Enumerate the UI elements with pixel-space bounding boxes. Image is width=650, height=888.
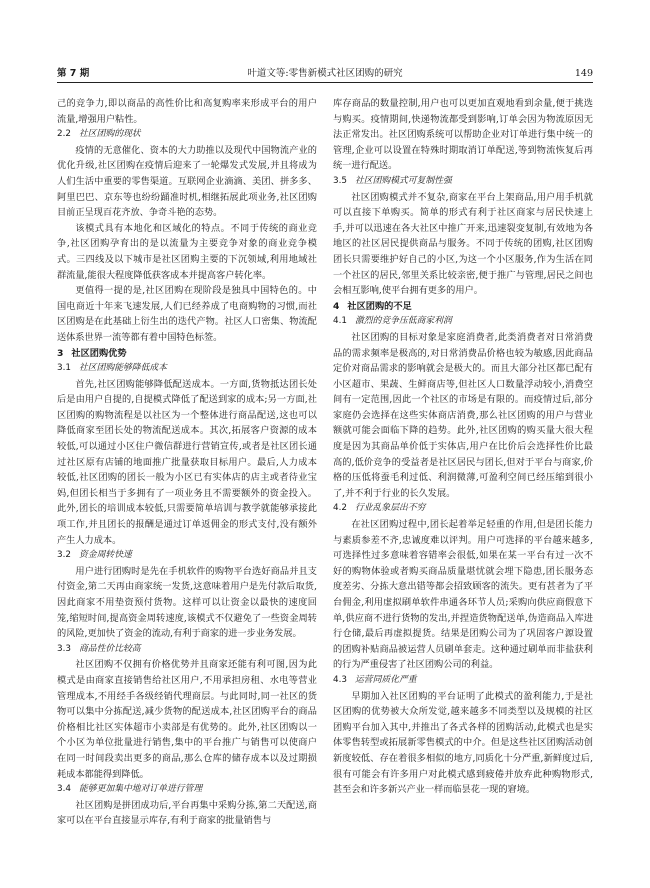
subsection-heading-3-1: 3.1 社区团购能够降低成本 xyxy=(57,363,167,374)
subsection-heading-4-2: 4.2 行业乱象层出不穷 xyxy=(333,503,426,514)
paragraph: 疫情的无意催化、资本的大力助推以及现代中国物流产业的优化升级,社区团购在疫情后迎来了一轮爆发式发展,并且将成为人们生活中重要的零售渠道。互联网企业滴滴、美团、拼多多、阿里巴巴、京东等也纷纷踊准时机,相继拓展此项业务,社区团购目前正呈现百花齐放、争奇斗艳的态势。 xyxy=(57,144,317,219)
subsection-heading-3-3: 3.3 商品性价比较高 xyxy=(57,643,141,654)
subsection-heading-3-2: 3.2 资金周转快速 xyxy=(57,550,132,561)
left-column xyxy=(57,96,317,856)
two-column-body xyxy=(57,96,593,856)
section-heading-4: 4 社区团购的不足 xyxy=(333,300,412,312)
paragraph: 社区团购模式并不复杂,商家在平台上架商品,用户用手机就可以直接下单购买。简单的形式有利于社区商家与居民快速上手,并可以迅速在各大社区中推广开来,迅速裂变复制,有效地为各地区的社区居民提供商品与服务。不同于传统的团购,社区团购团长只需要维护好自己的小区,为这一个小区服务,作为生活在同一个社区的居民,邻里关系比较亲密,便于推广与管理,居民之间也会相互影响,使平台拥有更多的用户。 xyxy=(333,191,593,297)
issue-number: 第 7 期 xyxy=(57,68,90,79)
subsection-heading-4-3: 4.3 运营同质化严重 xyxy=(333,674,417,685)
paragraph: 该模式具有本地化和区域化的特点。不同于传统的商业竞争,社区团购孕育出的是以流量为主要竞争对象的商业竞争模式。三四线及以下城市是社区团购主要的下沉领域,利用地域社群流量,能很大程度降低获客成本并提高客户转化率。 xyxy=(57,222,317,281)
page-number: 149 xyxy=(574,68,593,79)
paragraph: 社区团购不仅拥有价格优势并且商家还能有利可图,因为此模式是由商家直接销售给社区用户,不用承担房租、水电等营业管理成本,不用经手各级经销代理商层。与此同时,同一社区的货物可以集中分拣配送,减少货物的配送成本,社区团购平台的商品价格相比社区实体超市小卖部是有优势的。此外,社区团购以一个小区为单位批量进行销售,集中的平台推广与销售可以使商户在同一时间段卖出更多的商品,那么仓库的储存成本以及过期损耗成本都能得到降低。 xyxy=(57,659,317,780)
paragraph: 在社区团购过程中,团长起着举足轻重的作用,但是团长能力与素质参差不齐,忠诚度难以评判。用户可选择的平台越来越多,可选择性过多意味着容错率会很低,如果在某一平台有过一次不好的购物体验或者购买商品质量堪忧就会埋下隐患,团长服务态度差劣、分拣大意出错等都会招致顾客的流失。更有甚者为了平台佣金,利用虚拟刷单软件串通各环节人员;采购向供应商假意下单,供应商不进行货物的发出,并捏造货物配送单,伪造商品入库进行仓储,最后再虚拟提货。结果是团购公司为了巩固客户源设置的团购补贴商品被运营人员刷单套走。这种通过刷单而非盐获利的行为严重侵害了社区团购公司的利益。 xyxy=(333,519,593,671)
paragraph: 库存商品的数量控制,用户也可以更加直观地看到余量,便于挑选与购买。疫情期间,快递物流都受到影响,订单会因为物流原因无法正常发出。社区团购系统可以帮助企业对订单进行集中统一的管理,企业可以设置在特殊时期取消订单配送,等到物流恢复后再统一进行配送。 xyxy=(333,98,593,172)
paragraph: 首先,社区团购能够降低配送成本。一方面,货物抵达团长处后是由用户自提的,自提模式降低了配送到家的成本;另一方面,社区团购的购物流程是以社区为一个整体进行商品配送,这也可以降低商家至团长处的物流配送成本。其次,拓展客户资源的成本较低,可以通过小区住户微信群进行营销宣传,或者是社区团长通过社区原有店铺的地面推广批量获取目标用户。最后,人力成本较低,社区团购的团长一般为小区已有实体店的店主或者待业宝妈,但团长相当于多拥有了一项业务且不需要额外的资金投入。此外,团长的培训成本较低,只需要简单培训与教学就能够承接此项工作,并且团长的报酬是通过订单返佣金的形式支付,没有额外产生人力成本。 xyxy=(57,378,317,546)
subsection-heading-3-4: 3.4 能够更加集中地对订单进行管理 xyxy=(57,784,203,795)
paragraph: 己的竞争力,即以商品的高性价比和高复购率来形成平台的用户流量,增强用户粘性。 xyxy=(57,98,317,125)
subsection-heading-4-1: 4.1 激烈的竞争压低商家利润 xyxy=(333,316,452,327)
running-header xyxy=(57,66,593,83)
paragraph: 用户进行团购时是先在手机软件的购物平台选好商品并且支付资金,第二天再由商家统一发货,这意味着用户是先付款后取货,因此商家不用垫资预付货物。这样可以让资金以最快的速度回笼,缩短时间,提高资金周转速度,该模式不仅避免了一些资金周转的风险,更加快了资金的流动,有利于商家的进一步业务发展。 xyxy=(57,565,317,640)
right-column xyxy=(333,96,593,856)
section-heading-3: 3 社区团购优势 xyxy=(57,347,127,359)
paragraph: 社区团购的目标对象是家庭消费者,此类消费者对日常消费品的需求频率是极高的,对日常消费品价格也较为敏感,因此商品定价对商品需求的影响就会是极大的。而且大部分社区都已配有小区超市、果蔬、生鲜商店等,但社区人口数量浮动较小,消费空间有一定范围,因此一个社区的市场是有限的。而疫情过后,部分家庭仍会选择在这些实体商店消费,那么社区团购的用户与营业额就可能会面临下降的趋势。此外,社区团购的购买量大很大程度是因为其商品单价低于实体店,用户在比价后会选择性价比最高的,低价竞争的受益者是社区居民与团长,但对于平台与商家,价格的压低将蚕毛利过低、利润微薄,可盈利空间已经压缩到很小了,并不利于行业的长久发展。 xyxy=(333,331,593,499)
paragraph: 早期加入社区团购的平台证明了此模式的盈利能力,于是社区团购的优势被大众所发觉,越来越多不同类型以及规模的社区团购平台加入其中,并推出了各式各样的团购活动,此模式也是实体零售转型或拓展新零售模式的中介。但是这些社区团购活动创新度较低、存在着很多相似的地方,同质化十分严重,新鲜度过后,很有可能会有许多用户对此模式感到疲倦并放弃此种购物形式,甚至会和许多新兴产业一样而临昙花一现的窘境。 xyxy=(333,690,593,796)
subsection-heading-2-2: 2.2 社区团购的现状 xyxy=(57,129,141,140)
subsection-heading-3-5: 3.5 社区团购模式可复制性强 xyxy=(333,175,452,186)
paragraph: 更值得一提的是,社区团购在现阶段是独具中国特色的。中国电商近十年来飞速发展,人们已经养成了电商购物的习惯,而社区团购是在此基础上衍生出的迭代产物。社区人口密集、物流配送体系世界一流等都有着中国特色标签。 xyxy=(57,285,317,343)
running-title: 叶道文等:零售新模式社区团购的研究 xyxy=(247,68,403,79)
paragraph: 社区团购是拼团成功后,平台再集中采购分拣,第二天配送,商家可以在平台直接显示库存,有利于商家的批量销售与 xyxy=(57,799,317,827)
